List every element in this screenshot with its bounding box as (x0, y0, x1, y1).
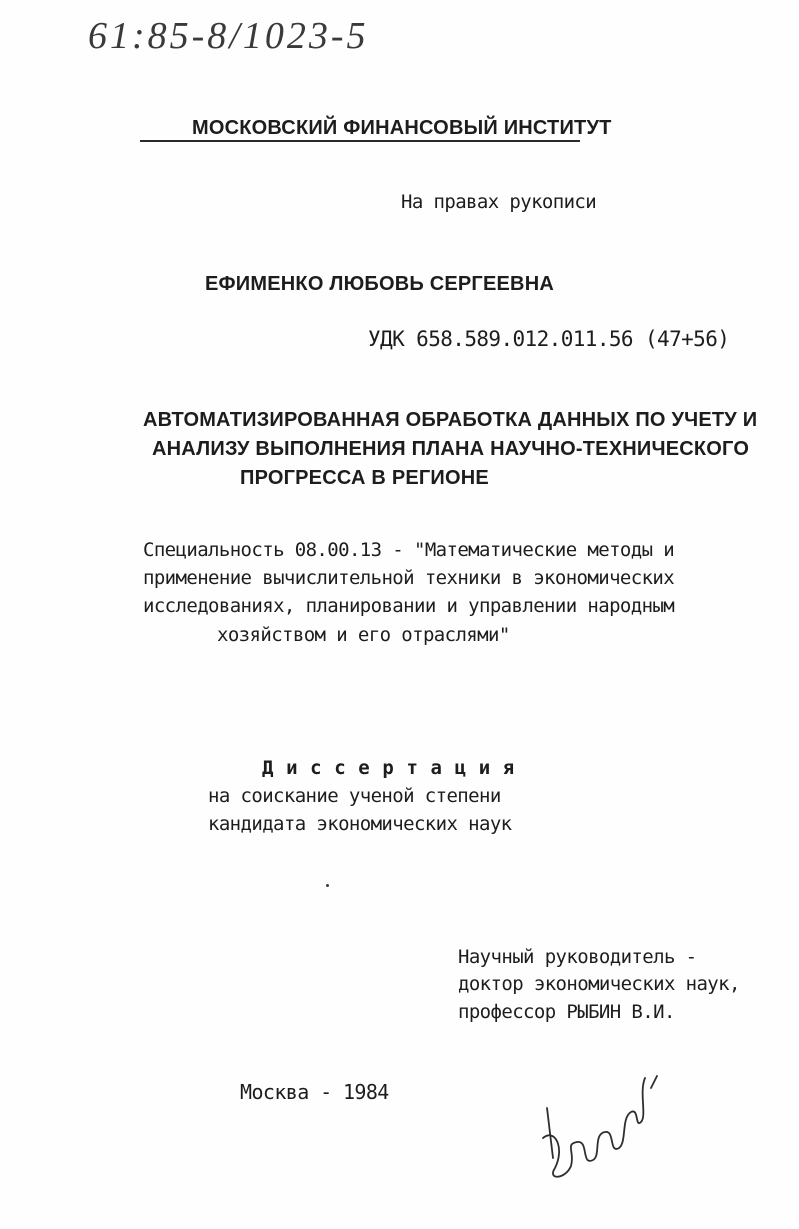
institute-underline (140, 140, 580, 142)
supervisor-line-1: Научный руководитель - (458, 946, 697, 968)
author-name: ЕФИМЕНКО ЛЮБОВЬ СЕРГЕЕВНА (205, 273, 554, 295)
specialty-line-1: Специальность 08.00.13 - "Математические методы и (143, 539, 675, 561)
institute-name: МОСКОВСКИЙ ФИНАНСОВЫЙ ИНСТИТУТ (192, 117, 612, 139)
author-signature (535, 1068, 665, 1188)
stray-mark (326, 884, 329, 887)
title-line-1: АВТОМАТИЗИРОВАННАЯ ОБРАБОТКА ДАННЫХ ПО УЧЕТУ И (143, 409, 758, 431)
specialty-line-3: исследованиях, планировании и управлении народным (143, 595, 675, 617)
specialty-line-2: применение вычислительной техники в экономических (143, 567, 675, 589)
archive-code: 61:85-8/1023-5 (88, 15, 369, 57)
title-line-2: АНАЛИЗУ ВЫПОЛНЕНИЯ ПЛАНА НАУЧНО-ТЕХНИЧЕСКОГО (152, 438, 750, 460)
manuscript-rights-note: На правах рукописи (401, 191, 597, 213)
degree-line-2: кандидата экономических наук (208, 813, 512, 835)
degree-line-1: на соискание ученой степени (208, 785, 501, 807)
specialty-line-4: хозяйством и его отраслями" (217, 624, 510, 646)
title-line-3: ПРОГРЕССА В РЕГИОНЕ (240, 467, 489, 489)
udk-code: УДК 658.589.012.011.56 (47+56) (368, 327, 730, 351)
supervisor-line-3: профессор РЫБИН В.И. (458, 1001, 675, 1023)
city-year: Москва - 1984 (240, 1080, 389, 1104)
supervisor-line-2: доктор экономических наук, (458, 973, 740, 995)
dissertation-heading: Д и с с е р т а ц и я (262, 757, 515, 779)
